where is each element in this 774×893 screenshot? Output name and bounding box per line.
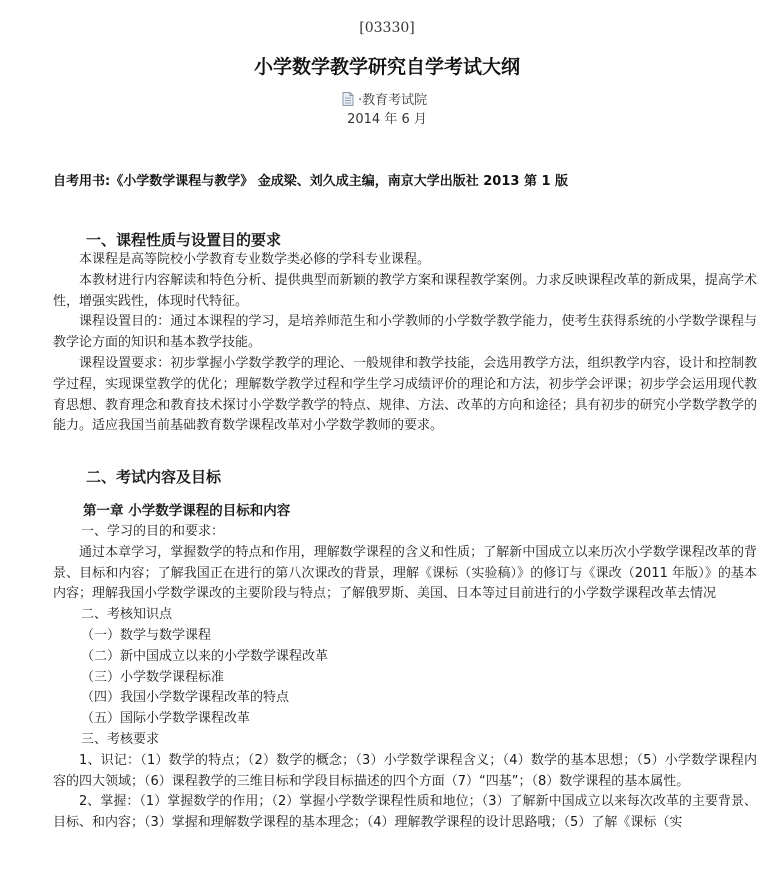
section-heading: 一、课程性质与设置目的要求	[86, 231, 282, 249]
paragraph: 课程设置目的：通过本课程的学习，是培养师范生和小学教师的小学数学教学能力，使考生获得系统的小学数学课程与教学论方面的知识和基本教学技能。	[53, 314, 757, 351]
chapter-heading: 第一章 小学数学课程的目标和内容	[83, 503, 291, 519]
knowledge-point: （二）新中国成立以来的小学数学课程改革	[81, 648, 329, 664]
publish-date: 2014 年 6 月	[347, 112, 427, 127]
author-name: ·教育考试院	[358, 93, 428, 108]
objectives-heading: 一、学习的目的和要求：	[81, 524, 225, 539]
textbook-line: 自考用书:《小学数学课程与教学》 金成梁、刘久成主编，南京大学出版社 2013 第 1 版	[53, 174, 569, 189]
section-exam-content	[53, 467, 757, 834]
knowledge-point: （三）小学数学课程标准	[81, 669, 225, 685]
author-line	[342, 89, 427, 108]
section-course-nature	[53, 230, 757, 437]
paragraph: 本教材进行内容解读和特色分析、提供典型而新颖的教学方案和课程教学案例。力求反映课程改革的新成果，提高学术性，增强实践性，体现时代特征。	[53, 272, 757, 309]
objectives-text: 通过本章学习，掌握数学的特点和作用，理解数学课程的含义和性质；了解新中国成立以来历次小学数学课程改革的背景、目标和内容；了解我国正在进行的第八次课改的背景，理解《课标（实验稿）》的修订与《课改（2011 年版）》的基本内容；理解我国小学数学课改的主要阶段与特点；了解俄罗斯、美国、日本等过目前进行的小学数学课程改革去情况	[53, 544, 757, 602]
knowledge-point: （五）国际小学数学课程改革	[81, 711, 251, 727]
section-heading: 二、考试内容及目标	[86, 468, 222, 486]
paragraph: 本课程是高等院校小学教育专业数学类必修的学科专业课程。	[79, 252, 431, 267]
document-icon	[342, 92, 354, 106]
requirement-item: 2、掌握：（1）掌握数学的作用；（2）掌握小学数学课程性质和地位；（3）了解新中国成立以来每次改革的主要背景、目标、和内容；（3）掌握和理解数学课程的基本理念；（4）理解教学课程的设计思路哦；（5）了解《课标（实	[53, 794, 757, 831]
knowledge-point: （一）数学与数学课程	[81, 627, 212, 643]
requirements-heading: 三、考核要求	[81, 731, 160, 747]
requirement-item: 1、识记：（1）数学的特点；（2）数学的概念；（3）小学数学课程含义；（4）数学的基本思想；（5）小学数学课程内容的四大领域；（6）课程教学的三维目标和学段目标描述的四个方面（7）“四基”；（8）数学课程的基本属性。	[53, 752, 757, 789]
course-code: [03330]	[359, 20, 415, 36]
points-heading: 二、考核知识点	[81, 607, 173, 623]
page-title: 小学数学教学研究自学考试大纲	[253, 56, 520, 78]
knowledge-point: （四）我国小学数学课程改革的特点	[81, 690, 290, 706]
paragraph: 课程设置要求：初步掌握小学数学教学的理论、一般规律和教学技能，会选用教学方法，组织教学内容，设计和控制教学过程，实现课堂教学的优化；理解数学教学过程和学生学习成绩评价的理论和方法，初步学会评课；初步学会运用现代教育思想、教育理念和教育技术探讨小学数学教学的特点、规律、方法、改革的方向和途径；具有初步的研究小学数学教学的能力。适应我国当前基础教育数学课程改革对小学数学教师的要求。	[53, 355, 757, 434]
